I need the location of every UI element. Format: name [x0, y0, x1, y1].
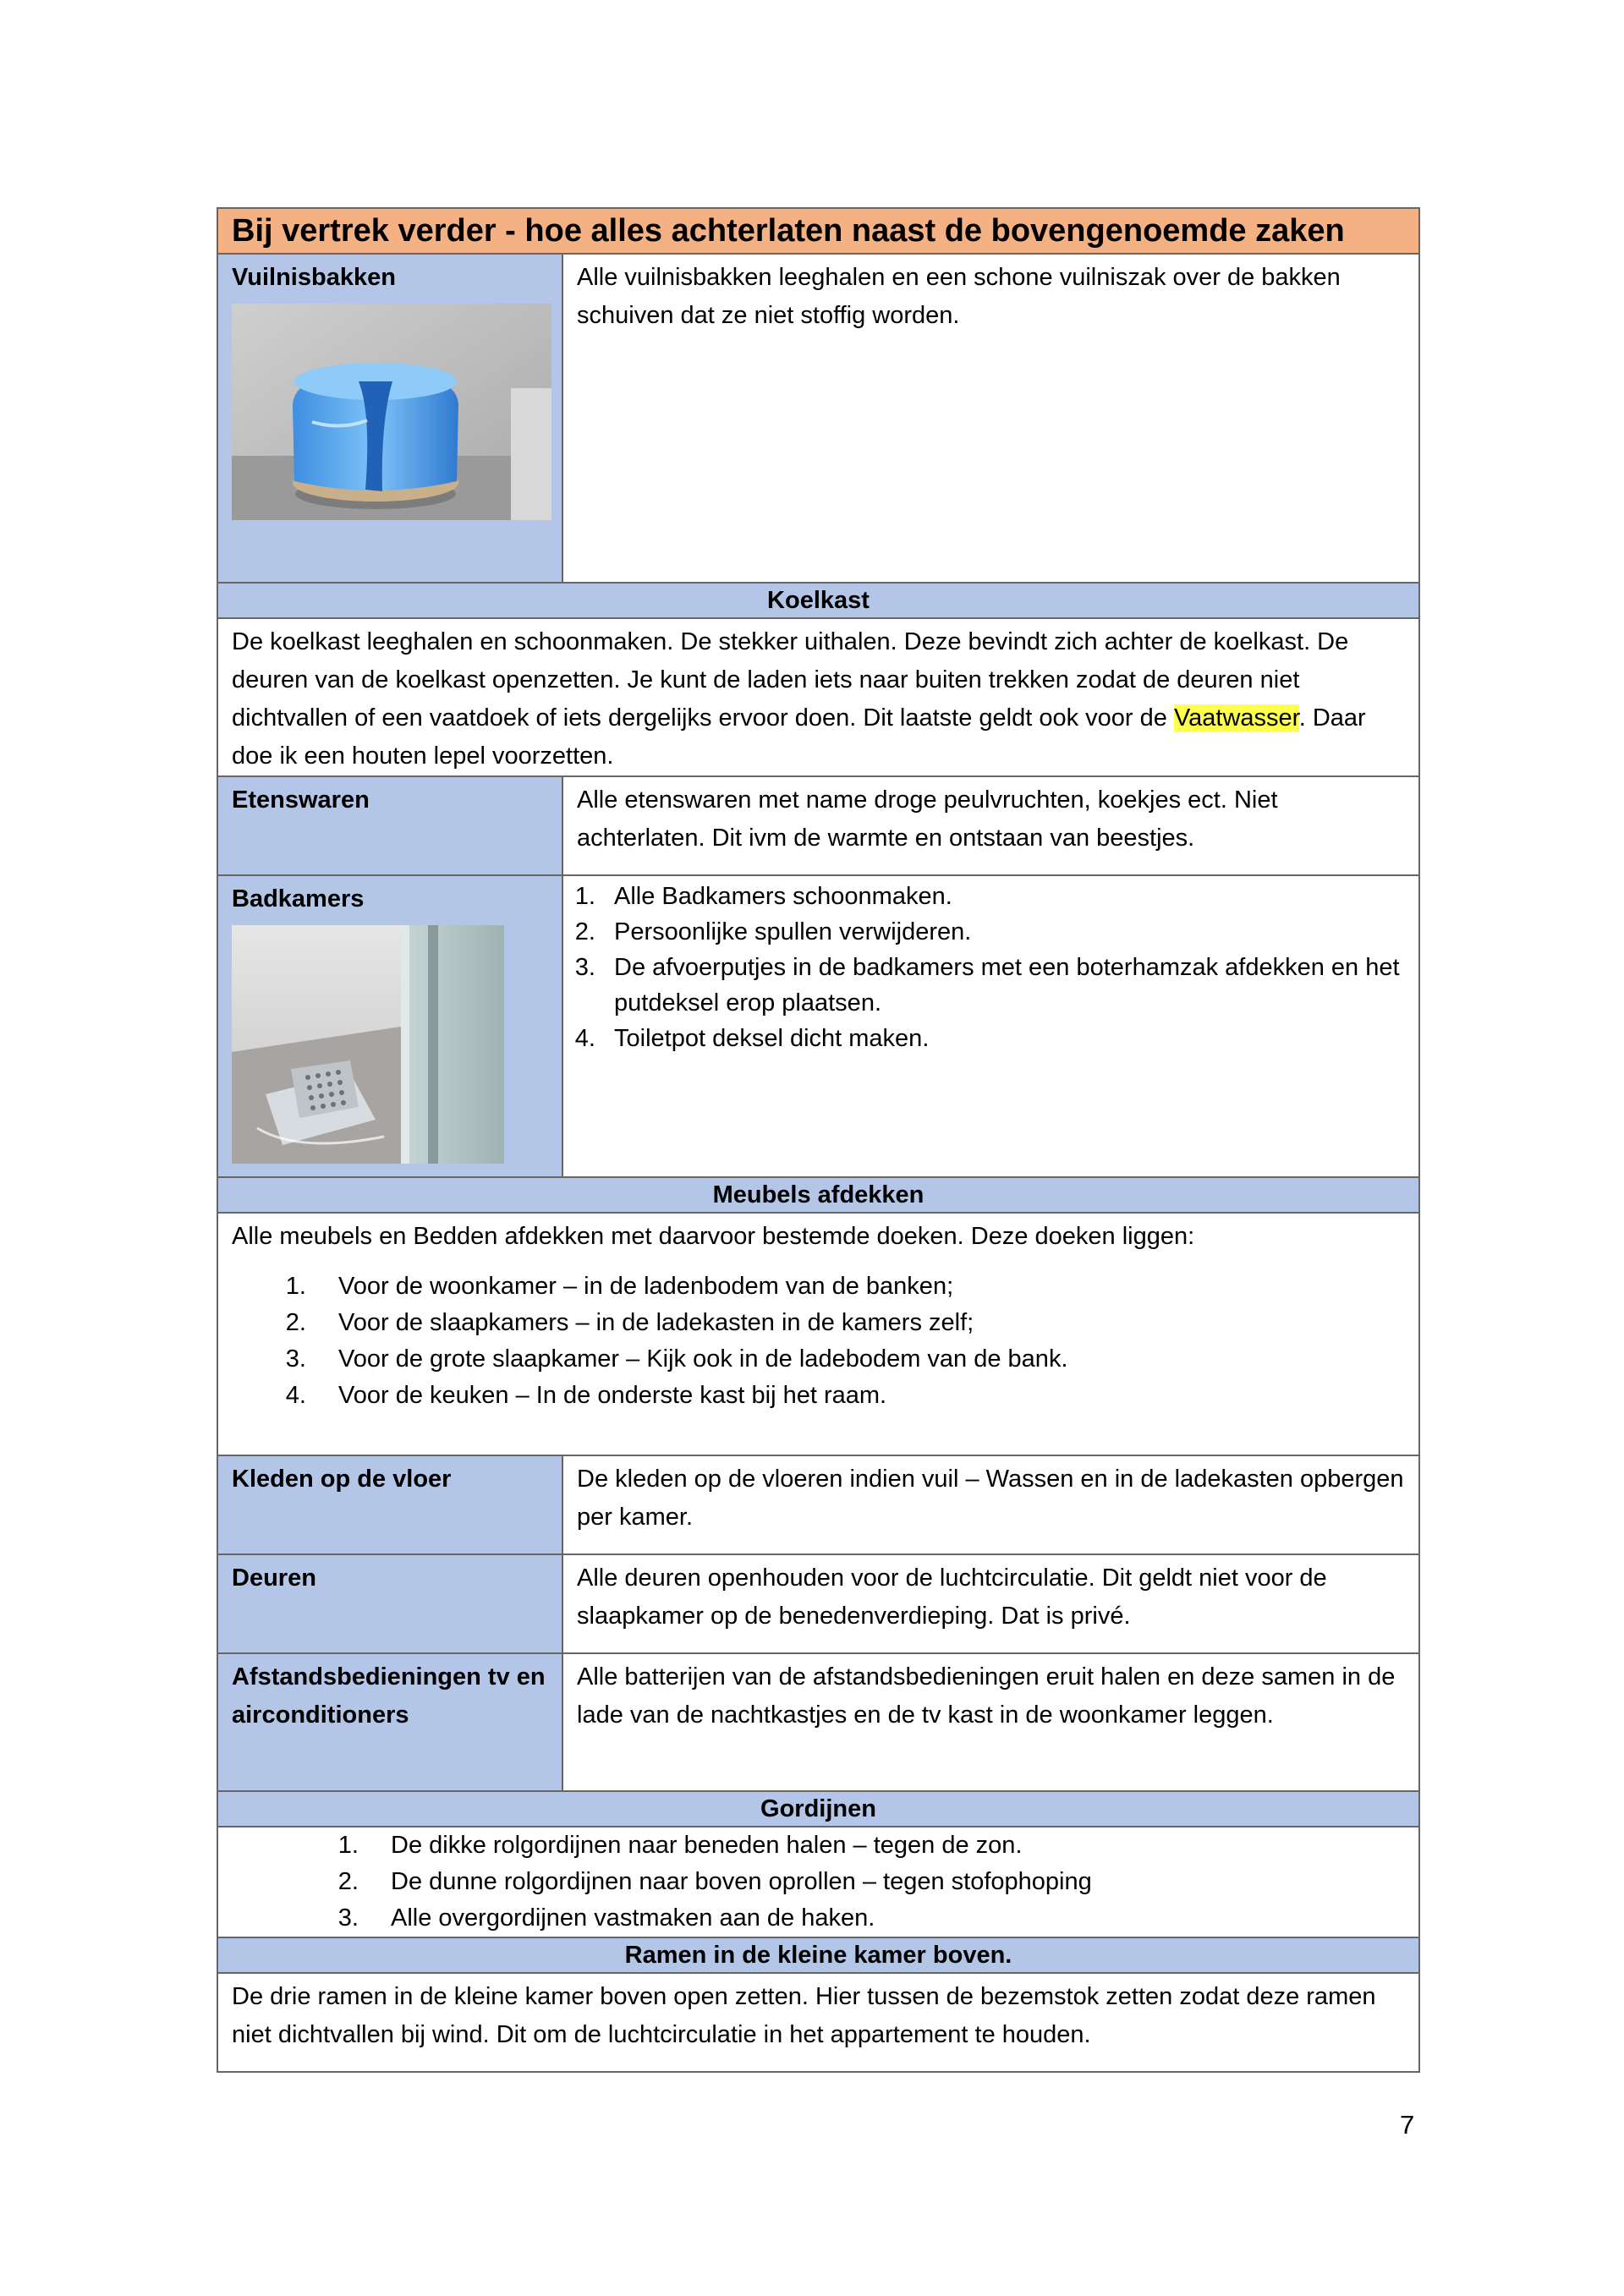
- instructions-table: [217, 207, 1420, 2073]
- gordijnen-title: Gordijnen: [217, 1791, 1419, 1827]
- gordijnen-cell: [217, 1827, 1419, 1937]
- row-ramen-text: [217, 1973, 1419, 2072]
- row-deuren: [217, 1554, 1419, 1653]
- deuren-text: Alle deuren openhouden voor de luchtcirculatie. Dit geldt niet voor de slaapkamer op de benedenverdieping. Dat is privé.: [562, 1554, 1419, 1653]
- vaatwasser-highlight: Vaatwasser: [1173, 704, 1299, 732]
- list-item: 2. Persoonlijke spullen verwijderen.: [602, 914, 1405, 950]
- kleden-text: De kleden op de vloeren indien vuil – Wassen en in de ladekasten opbergen per kamer.: [562, 1455, 1419, 1554]
- badkamers-list-cell: [562, 875, 1419, 1177]
- badkamers-list: [568, 879, 1405, 1056]
- afstandsbedieningen-label: Afstandsbedieningen tv en airconditioners: [217, 1653, 562, 1791]
- list-item: 3. Voor de grote slaapkamer – Kijk ook in de ladebodem van de bank.: [313, 1341, 1405, 1378]
- koelkast-text-part2: . Daar doe ik een houten lepel voorzetten.: [232, 704, 1366, 770]
- vuilnisbakken-text: Alle vuilnisbakken leeghalen en een schone vuilniszak over de bakken schuiven dat ze niet stoffig worden.: [562, 254, 1419, 583]
- deuren-label: Deuren: [217, 1554, 562, 1653]
- badkamers-cell: [217, 875, 562, 1177]
- kleden-label: Kleden op de vloer: [217, 1455, 562, 1554]
- drain-photo: [232, 925, 504, 1164]
- ramen-title: Ramen in de kleine kamer boven.: [217, 1937, 1419, 1973]
- etenswaren-text: Alle etenswaren met name droge peulvruchten, koekjes ect. Niet achterlaten. Dit ivm de warmte en ontstaan van beestjes.: [562, 776, 1419, 875]
- row-gordijnen-title: [217, 1791, 1419, 1827]
- meubels-cell: [217, 1213, 1419, 1455]
- koelkast-text-part1: De koelkast leeghalen en schoonmaken. De stekker uithalen. Deze bevindt zich achter de koelkast. De deuren van de koelkast openzetten. Je kunt de laden iets naar buiten trekken zodat de deuren niet dichtvallen of een vaatdoek of iets dergelijks ervoor doen. Dit laatste geldt ook voor de: [232, 628, 1349, 732]
- list-item: 1. De dikke rolgordijnen naar beneden halen – tegen de zon.: [365, 1827, 1405, 1864]
- badkamers-label: Badkamers: [232, 885, 365, 912]
- afstandsbedieningen-text: Alle batterijen van de afstandsbedieningen eruit halen en deze samen in de lade van de nachtkastjes en de tv kast in de woonkamer leggen.: [562, 1653, 1419, 1791]
- row-ramen-title: [217, 1937, 1419, 1973]
- header-row: [217, 208, 1419, 254]
- row-etenswaren: [217, 776, 1419, 875]
- list-item: 1. Alle Badkamers schoonmaken.: [602, 879, 1405, 914]
- etenswaren-label: Etenswaren: [217, 776, 562, 875]
- list-item: 3. Alle overgordijnen vastmaken aan de haken.: [365, 1900, 1405, 1937]
- list-item: 3. De afvoerputjes in de badkamers met een boterhamzak afdekken en het putdeksel erop plaatsen.: [602, 950, 1405, 1021]
- koelkast-text: [217, 618, 1419, 776]
- row-kleden: [217, 1455, 1419, 1554]
- list-item: 2. De dunne rolgordijnen naar boven oprollen – tegen stofophoping: [365, 1864, 1405, 1900]
- row-vuilnisbakken: [217, 254, 1419, 583]
- koelkast-title: Koelkast: [217, 583, 1419, 618]
- row-koelkast-text: [217, 618, 1419, 776]
- row-gordijnen-list: [217, 1827, 1419, 1937]
- page-number: 7: [1400, 2110, 1415, 2140]
- trash-bin-photo: [232, 304, 551, 520]
- vuilnisbakken-cell: [217, 254, 562, 583]
- ramen-text: De drie ramen in de kleine kamer boven open zetten. Hier tussen de bezemstok zetten zodat deze ramen niet dichtvallen bij wind. Dit om de luchtcirculatie in het appartement te houden.: [217, 1973, 1419, 2072]
- row-koelkast-title: [217, 583, 1419, 618]
- meubels-title: Meubels afdekken: [217, 1177, 1419, 1213]
- meubels-intro: Alle meubels en Bedden afdekken met daarvoor bestemde doeken. Deze doeken liggen:: [232, 1223, 1195, 1250]
- list-item: 4. Toiletpot deksel dicht maken.: [602, 1021, 1405, 1056]
- vuilnisbakken-label: Vuilnisbakken: [232, 264, 396, 291]
- row-afstandsbedieningen: [217, 1653, 1419, 1791]
- meubels-list: [232, 1269, 1405, 1414]
- row-meubels-title: [217, 1177, 1419, 1213]
- row-badkamers: [217, 875, 1419, 1177]
- gordijnen-list: [232, 1827, 1405, 1937]
- row-meubels-text: [217, 1213, 1419, 1455]
- list-item: 4. Voor de keuken – In de onderste kast bij het raam.: [313, 1378, 1405, 1414]
- list-item: 2. Voor de slaapkamers – in de ladekasten in de kamers zelf;: [313, 1305, 1405, 1341]
- list-item: 1. Voor de woonkamer – in de ladenbodem van de banken;: [313, 1269, 1405, 1305]
- table-header: Bij vertrek verder - hoe alles achterlaten naast de bovengenoemde zaken: [217, 208, 1419, 254]
